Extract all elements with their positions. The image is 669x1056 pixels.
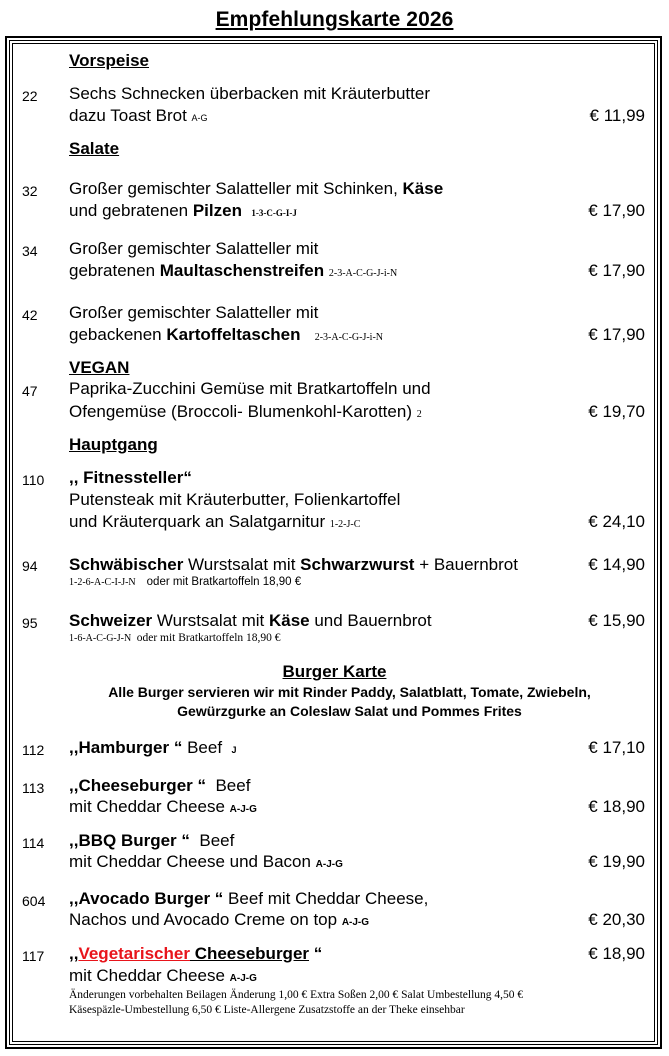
item-price: € 17,10 [588,738,645,757]
item-line [69,910,369,930]
item-text: ,, [69,944,79,963]
item-text: Beef [206,776,251,795]
item-title: ,,Cheeseburger “ [69,776,206,795]
item-line: Großer gemischter Salatteller mit [69,303,319,322]
item-text: Beef [182,738,227,757]
section-vorspeise: Vorspeise [69,51,150,70]
item-number: 32 [22,183,38,199]
item-text: Wurstsalat mit [152,611,269,630]
item-line: Sechs Schnecken überbacken mit Kräuterbutter [69,84,430,103]
item-price: € 15,90 [588,611,645,630]
item-title: ,, Fitnessteller“ [69,468,192,487]
item-line [69,738,237,758]
item-price: € 19,70 [588,402,645,421]
item-title: ,,Hamburger “ [69,738,183,757]
item-line [69,797,257,817]
item-text: und Bauernbrot [309,611,432,630]
section-burger-karte: Burger Karte [282,662,387,681]
footnote-line: Käsespäzle-Umbestellung 6,50 € Liste-Allergene Zusatzstoffe an der Theke einsehbar [69,1004,465,1016]
section-salate: Salate [69,139,120,158]
item-subline [69,632,281,644]
item-price: € 11,99 [589,106,645,125]
item-title: Cheeseburger [189,944,310,963]
item-number: 47 [22,383,38,399]
allergen-codes: A-J-G [229,804,257,815]
item-number: 114 [22,835,45,851]
item-line [69,402,422,422]
item-text: und Kräuterquark an Salatgarnitur [69,512,330,531]
item-text: mit Cheddar Cheese und Bacon [69,852,316,871]
item-price: € 24,10 [588,512,645,531]
item-text-bold: Maultaschenstreifen [159,261,325,280]
alt-option: oder mit Bratkartoffeln 18,90 € [136,632,281,644]
footnote-line: Änderungen vorbehalten Beilagen Änderung 1,00 € Extra Soßen 2,00 € Salat Umbestellung 4,50 € [69,989,524,1001]
item-line [69,852,343,872]
item-line [69,325,383,345]
item-line [69,179,443,199]
allergen-codes: 2 [416,409,422,420]
item-text: Beef [189,831,235,850]
item-price: € 20,30 [588,910,645,929]
item-line [69,889,428,909]
alt-option: oder mit Bratkartoffeln 18,90 € [146,576,302,588]
allergen-codes: 1-2-J-C [329,519,361,530]
item-number: 604 [22,893,46,909]
allergen-codes: 1-3-C-G-I-J [251,208,297,218]
item-price: € 19,90 [588,852,645,871]
item-text-bold: Pilzen [192,201,242,220]
item-price: € 17,90 [588,201,645,220]
item-line [69,966,257,986]
item-text-bold: Kartoffeltaschen [166,325,301,344]
item-number: 95 [22,615,38,631]
item-number: 113 [22,780,45,796]
burger-description: Gewürzgurke an Coleslaw Salat und Pommes Frites [177,703,522,719]
item-price: € 17,90 [588,261,645,280]
item-line [69,106,208,126]
item-number: 112 [22,742,45,758]
item-title: ,,BBQ Burger “ [69,831,190,850]
page-title: Empfehlungskarte 2026 [215,8,454,31]
item-text: gebackenen [69,325,167,344]
item-line [69,555,518,575]
item-number: 117 [22,948,45,964]
item-title-highlight: Vegetarischer [78,944,190,963]
allergen-codes: A-J-G [229,973,257,984]
item-number: 110 [22,472,45,488]
allergen-codes: A-J-G [315,859,343,870]
allergen-codes: 2-3-A-C-G-J-i-N [314,332,384,343]
item-number: 34 [22,243,38,259]
item-text-bold: Schweizer [69,611,153,630]
item-text: Wurstsalat mit [183,555,301,574]
allergen-codes: 1-6-A-C-G-J-N [69,633,132,644]
item-text: Nachos und Avocado Creme on top [69,910,342,929]
item-line [69,776,250,796]
item-text: dazu Toast Brot [69,106,192,125]
item-line: Putensteak mit Kräuterbutter, Folienkartoffel [69,490,401,509]
item-number: 22 [22,88,38,104]
item-subline [69,576,301,588]
item-text-bold: Käse [402,179,444,198]
item-line [69,201,297,221]
item-line: Paprika-Zucchini Gemüse mit Bratkartoffeln und [69,379,431,398]
item-text: Beef mit Cheddar Cheese, [223,889,429,908]
item-title: ,,Avocado Burger “ [69,889,224,908]
item-text: Großer gemischter Salatteller mit Schinken, [69,179,403,198]
allergen-codes: A-J-G [341,917,370,928]
item-number: 42 [22,307,38,323]
item-number: 94 [22,558,38,574]
item-price: € 17,90 [588,325,645,344]
allergen-codes: A-G [191,113,208,123]
item-text: und gebratenen [69,201,193,220]
item-price: € 18,90 [588,944,645,963]
item-text: “ [309,944,323,963]
item-line [69,512,360,532]
item-line [69,611,432,631]
item-text: gebratenen [69,261,160,280]
allergen-codes: 1-2-6-A-C-I-J-N [69,577,136,588]
section-vegan: VEGAN [69,358,130,377]
item-line [69,944,322,964]
allergen-codes: 2-3-A-C-G-J-i-N [328,268,398,279]
section-hauptgang: Hauptgang [69,435,158,454]
item-price: € 14,90 [588,555,645,574]
allergen-codes: J [231,745,237,755]
item-text-bold: Schwäbischer [69,555,184,574]
item-text: mit Cheddar Cheese [69,797,230,816]
item-text-bold: Schwarzwurst [300,555,415,574]
item-line [69,831,234,851]
burger-description: Alle Burger servieren wir mit Rinder Paddy, Salatblatt, Tomate, Zwiebeln, [108,684,591,700]
item-text: + Bauernbrot [414,555,518,574]
item-line: Großer gemischter Salatteller mit [69,239,319,258]
item-line [69,261,397,281]
item-text-bold: Käse [268,611,310,630]
item-text: mit Cheddar Cheese [69,966,230,985]
item-text: Ofengemüse (Broccoli- Blumenkohl-Karotten) [69,402,417,421]
item-price: € 18,90 [588,797,645,816]
